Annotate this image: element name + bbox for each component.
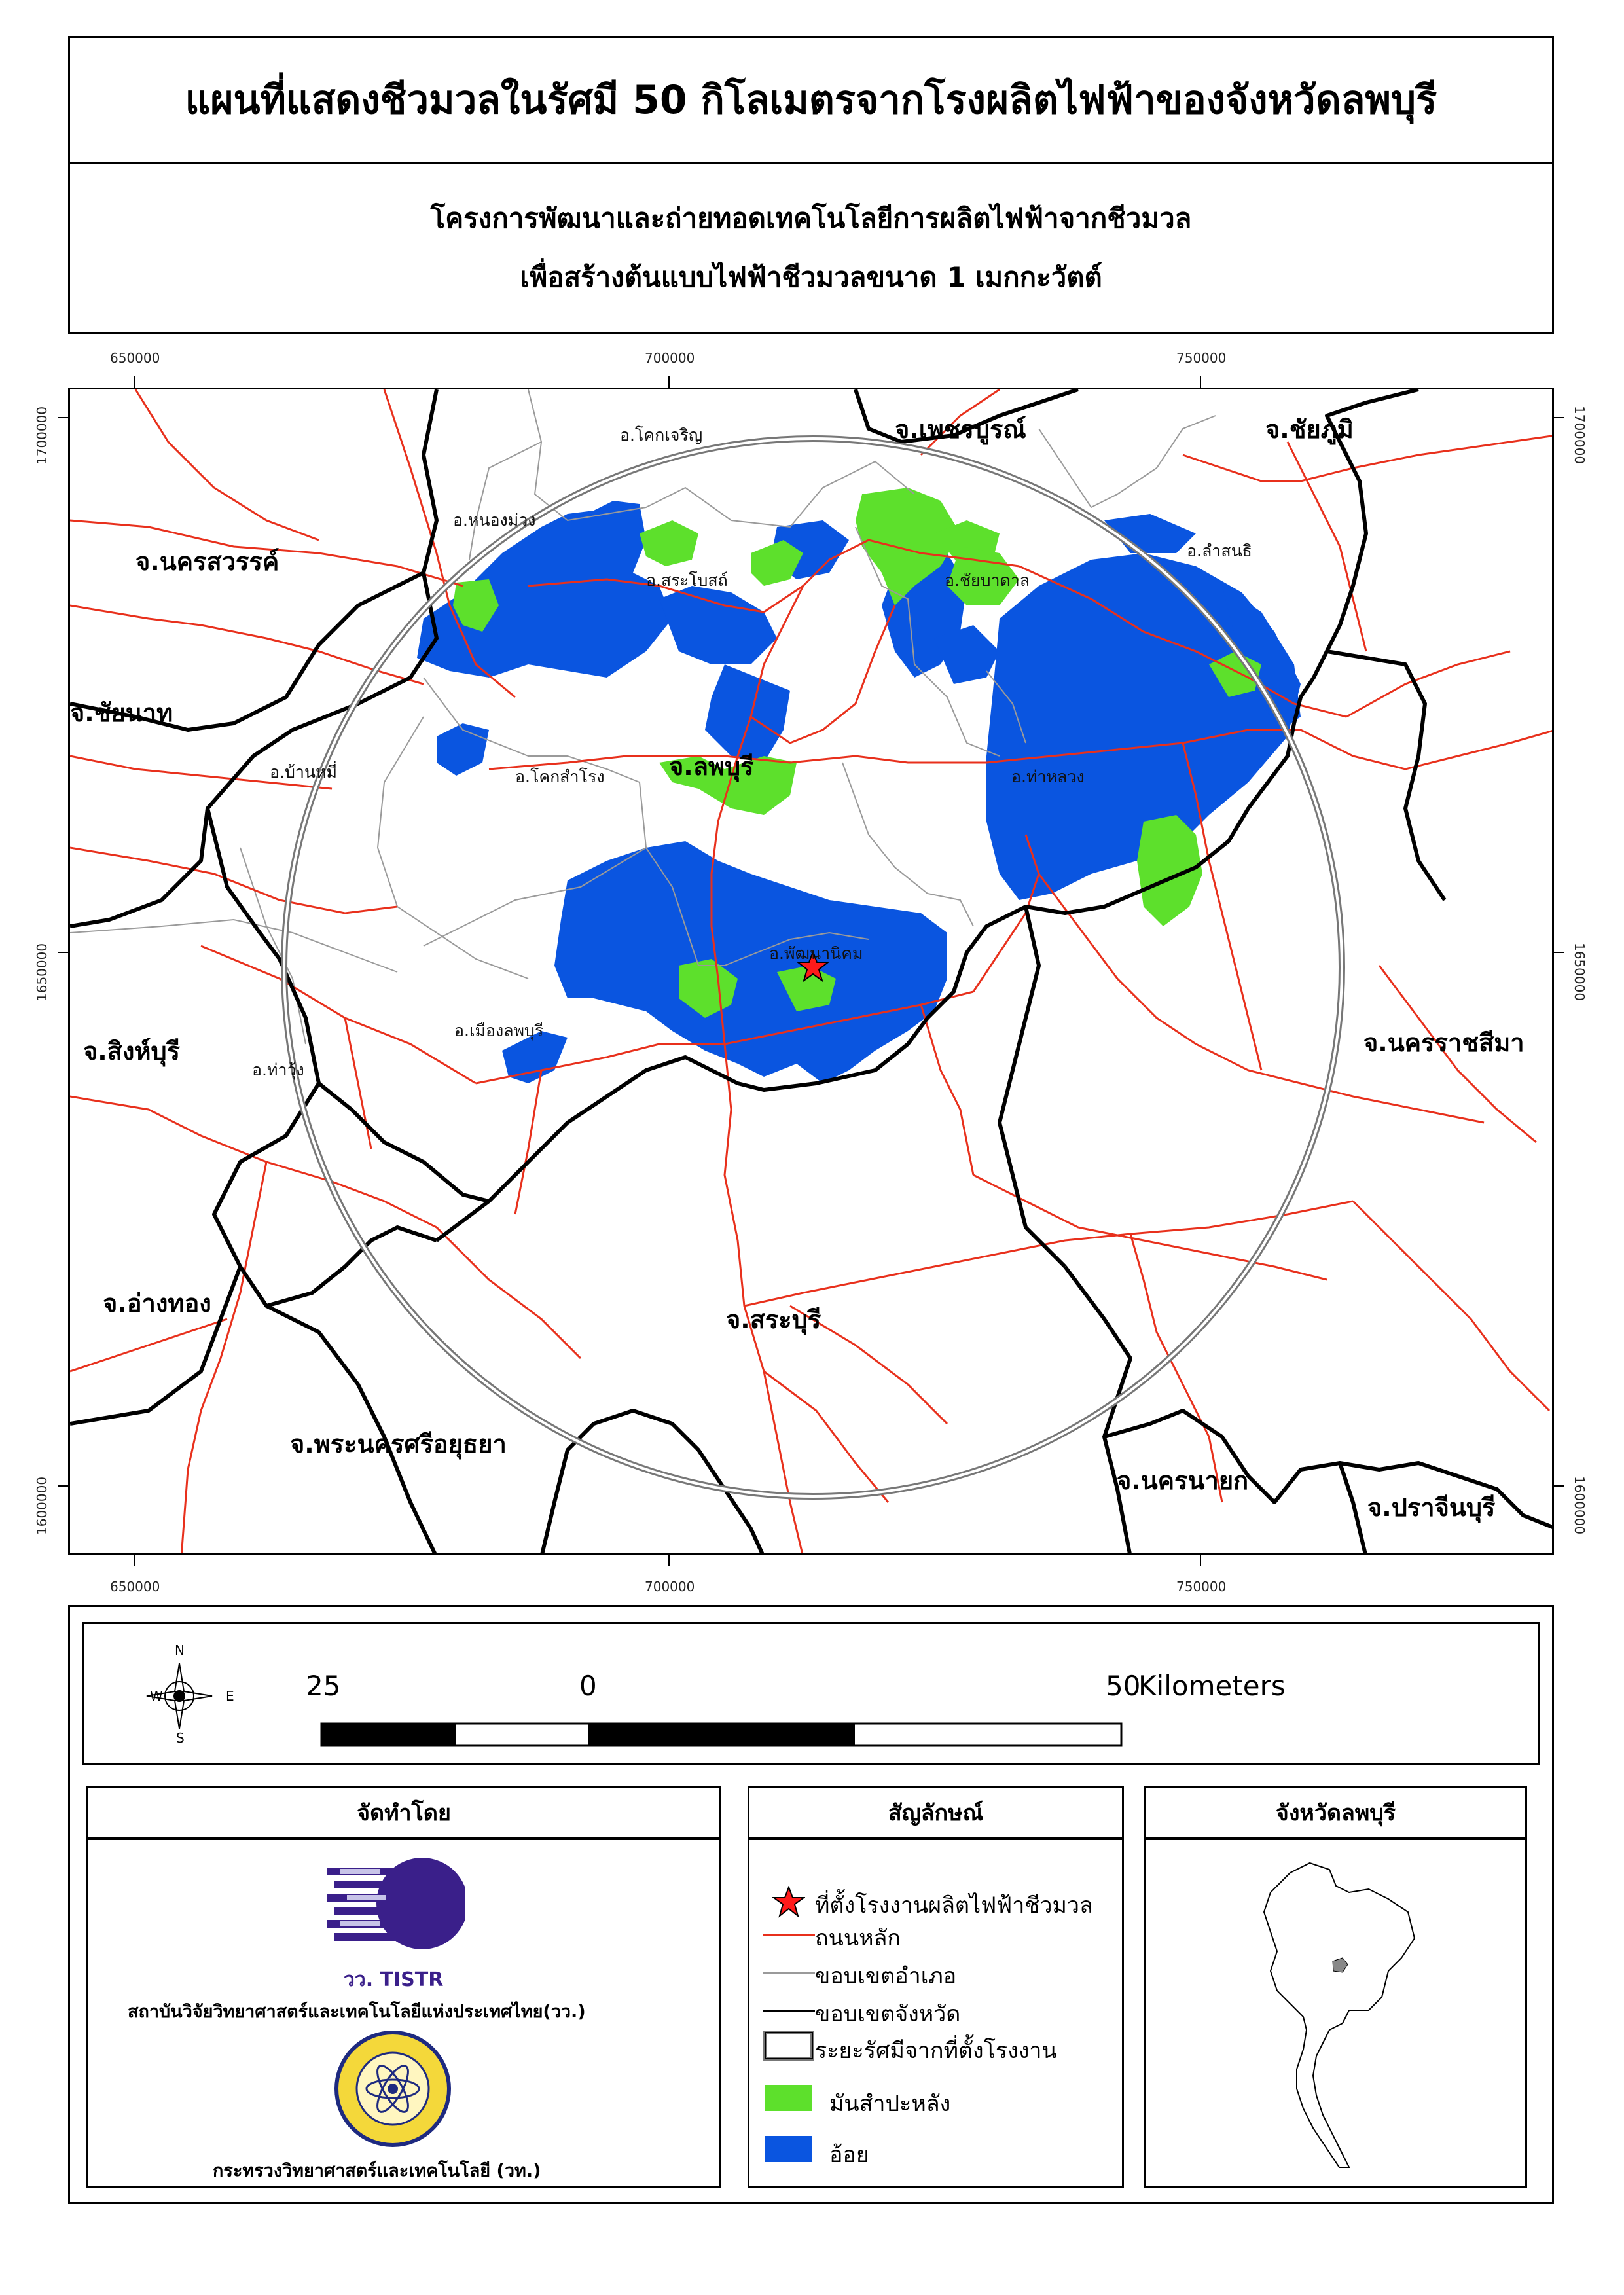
legend-sugarcane-swatch: [765, 2136, 812, 2162]
map-frame[interactable]: [68, 388, 1554, 1555]
district-label: อ.ท่าหลวง: [1011, 767, 1085, 786]
legend-road-line: [763, 1932, 815, 1938]
x-tick-bottom-750000: 750000: [1176, 1579, 1227, 1595]
legend-sugarcane-label: อ้อย: [829, 2142, 869, 2168]
scale-left-number: 25: [306, 1670, 341, 1702]
legend-district-label: ขอบเขตอำเภอ: [815, 1963, 957, 1989]
scale-bar: [320, 1722, 1125, 1748]
district-label: อ.ชัยบาดาล: [945, 571, 1030, 590]
x-tick-top-750000: 750000: [1176, 350, 1227, 366]
map-canvas: [70, 389, 1554, 1555]
legend-panel: [748, 1838, 1124, 2188]
district-label: อ.ลำสนธิ: [1187, 541, 1252, 560]
province-label: จ.ปราจีนบุรี: [1367, 1493, 1496, 1522]
district-label: อ.ท่าวุ้ง: [252, 1060, 304, 1079]
prepared-by-title: จัดทำโดย: [86, 1786, 721, 1839]
district-label: อ.พัฒนานิคม: [769, 944, 863, 963]
province-label: จ.เพชรบูรณ์: [895, 415, 1026, 444]
tistr-logo-text: วว. TISTR: [344, 1968, 444, 1991]
legend-road-label: ถนนหลัก: [815, 1925, 901, 1951]
map-title: แผนที่แสดงชีวมวลในรัศมี 50 กิโลเมตรจากโรงผลิตไฟฟ้าของจังหวัดลพบุรี: [185, 77, 1437, 123]
subtitle-line2: เพื่อสร้างต้นแบบไฟฟ้าชีวมวลขนาด 1 เมกกะวัตต์: [520, 261, 1102, 293]
scale-box: [82, 1622, 1540, 1765]
province-label: จ.พระนครศรีอยุธยา: [290, 1430, 507, 1458]
y-tick-left-1650000: 1650000: [34, 943, 50, 1002]
province-label: จ.นครนายก: [1117, 1466, 1249, 1495]
inset-title: จังหวัดลพบุรี: [1144, 1786, 1527, 1839]
district-label: อ.เมืองลพบุรี: [454, 1021, 544, 1040]
scale-right-number: 50: [1106, 1670, 1141, 1702]
legend-cassava-label: มันสำปะหลัง: [829, 2091, 951, 2117]
province-label: จ.นครราชสีมา: [1363, 1028, 1525, 1057]
y-tick-right-1700000: 1700000: [1572, 406, 1587, 465]
thailand-inset-map: [1251, 1860, 1421, 2174]
ministry-seal-icon: [334, 2030, 452, 2148]
province-label: จ.ลพบุรี: [669, 752, 754, 781]
x-tick-bottom-650000: 650000: [110, 1579, 160, 1595]
province-label: จ.สระบุรี: [726, 1305, 821, 1334]
province-label: จ.ชัยภูมิ: [1265, 415, 1354, 444]
west-label: W: [150, 1688, 163, 1704]
legend-province-label: ขอบเขตจังหวัด: [815, 2001, 961, 2027]
legend-plant-label: ที่ตั้งโรงงานผลิตไฟฟ้าชีวมวล: [815, 1892, 1093, 1919]
subtitle-line1: โครงการพัฒนาและถ่ายทอดเทคโนโลยีการผลิตไฟฟ้าจากชีวมวล: [430, 202, 1192, 234]
legend-title: สัญลักษณ์: [748, 1786, 1124, 1839]
y-tick-left-1700000: 1700000: [34, 406, 50, 465]
plant-star-icon: [772, 1886, 805, 1919]
org1-name: สถาบันวิจัยวิทยาศาสตร์และเทคโนโลยีแห่งประเทศไทย(วว.): [128, 2002, 586, 2022]
x-tick-top-700000: 700000: [645, 350, 695, 366]
district-label: อ.โคกเจริญ: [620, 425, 703, 444]
x-tick-top-650000: 650000: [110, 350, 160, 366]
legend-district-line: [763, 1970, 815, 1976]
north-label: N: [175, 1642, 185, 1658]
y-tick-right-1650000: 1650000: [1572, 943, 1587, 1002]
x-tick-bottom-700000: 700000: [645, 1579, 695, 1595]
legend-radius-box: [763, 2030, 815, 2061]
legend-province-line: [763, 2008, 815, 2014]
district-label: อ.หนองม่วง: [453, 511, 536, 530]
province-label: จ.อ่างทอง: [103, 1289, 211, 1318]
y-tick-left-1600000: 1600000: [34, 1476, 50, 1535]
inset-panel: [1144, 1838, 1527, 2188]
province-label: จ.สิงห์บุรี: [83, 1037, 181, 1066]
district-label: อ.บ้านหมี่: [270, 763, 337, 782]
prepared-by-panel: [86, 1838, 721, 2188]
district-label: อ.สระโบสถ์: [646, 571, 728, 590]
scale-zero: 0: [579, 1670, 597, 1702]
org2-name: กระทรวงวิทยาศาสตร์และเทคโนโลยี (วท.): [213, 2161, 541, 2181]
province-label: จ.นครสวรรค์: [135, 547, 280, 576]
district-label: อ.โคกสำโรง: [515, 767, 605, 786]
south-label: S: [176, 1730, 185, 1746]
legend-radius-label: ระยะรัศมีจากที่ตั้งโรงงาน: [815, 2038, 1057, 2064]
scale-unit: Kilometers: [1138, 1670, 1286, 1702]
y-tick-right-1600000: 1600000: [1572, 1476, 1587, 1535]
legend-cassava-swatch: [765, 2085, 812, 2111]
tistr-logo-icon: [321, 1854, 465, 1966]
province-label: จ.ชัยนาท: [70, 698, 173, 727]
sugarcane-areas: [417, 501, 1301, 1083]
east-label: E: [226, 1688, 234, 1704]
